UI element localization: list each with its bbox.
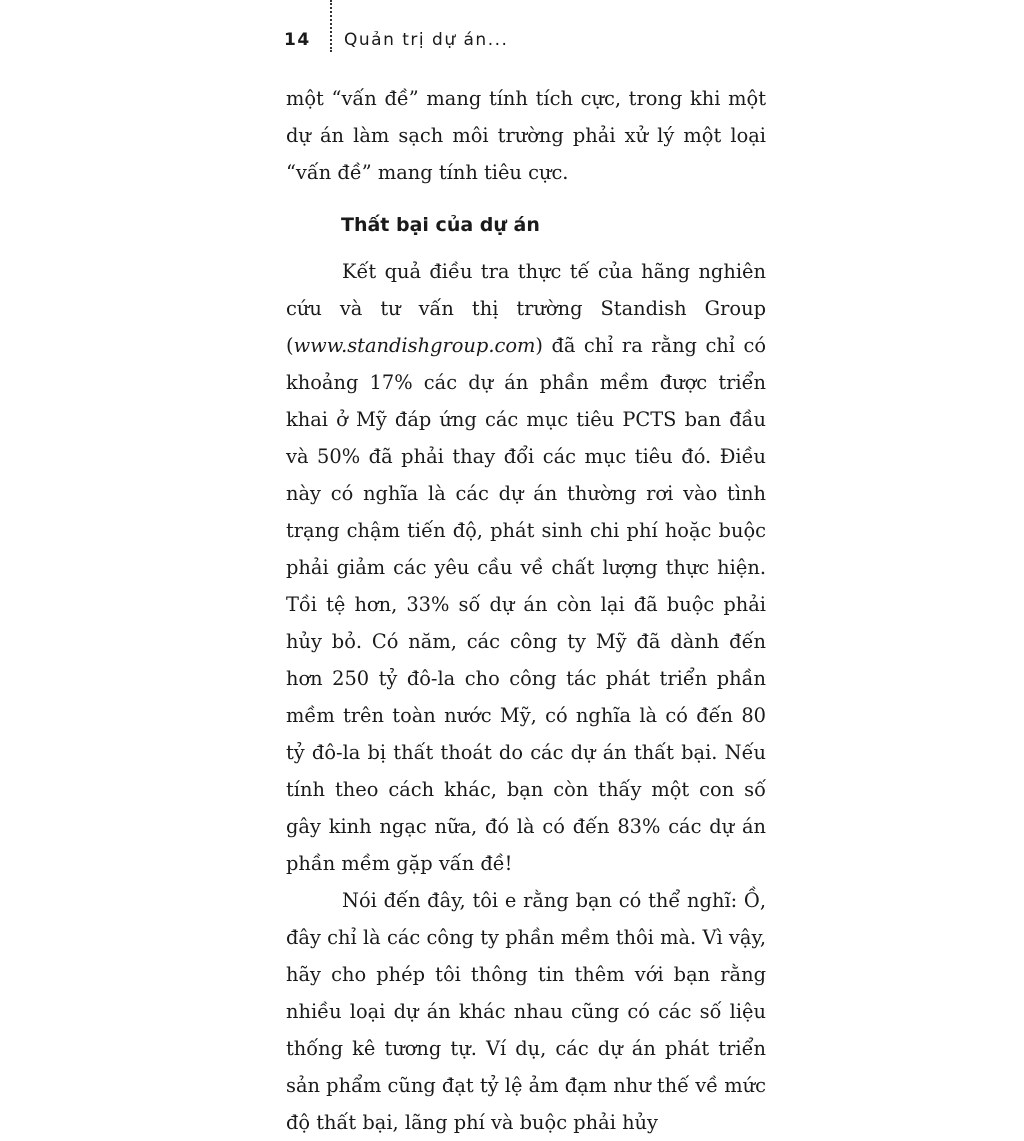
continuation-paragraph: một “vấn đề” mang tính tích cực, trong khi một dự án làm sạch môi trường phải xử lý một loại “vấn đề” mang tính tiêu cực. <box>286 87 766 184</box>
standish-url: www.standishgroup.com <box>293 334 536 357</box>
body-text <box>286 80 766 1141</box>
paragraph-standish-lead: Kết quả điều tra thực tế của hãng nghiên cứu và tư vấn thị trường Standish Group ( <box>286 260 766 357</box>
paragraph-standish-rest: ) đã chỉ ra rằng chỉ có khoảng 17% các dự án phần mềm được triển khai ở Mỹ đáp ứng các mục tiêu PCTS ban đầu và 50% đã phải thay đổi các mục tiêu đó. Điều này có nghĩa là các dự án thường rơi vào tình trạng chậm tiến độ, phát sinh chi phí hoặc buộc phải giảm các yêu cầu về chất lượng thực hiện. Tồi tệ hơn, 33% số dự án còn lại đã buộc phải hủy bỏ. Có năm, các công ty Mỹ đã dành đến hơn 250 tỷ đô-la cho công tác phát triển phần mềm trên toàn nước Mỹ, có nghĩa là có đến 80 tỷ đô-la bị thất thoát do các dự án thất bại. Nếu tính theo cách khác, bạn còn thấy một con số gây kinh ngạc nữa, đó là có đến 83% các dự án phần mềm gặp vấn đề! <box>286 334 766 875</box>
running-head-title: Quản trị dự án... <box>344 30 509 50</box>
page-number: 14 <box>284 30 311 50</box>
paragraph-other-projects: Nói đến đây, tôi e rằng bạn có thể nghĩ: Ồ, đây chỉ là các công ty phần mềm thôi mà. Vì vậy, hãy cho phép tôi thông tin thêm với bạn rằng nhiều loại dự án khác nhau cũng có các số liệu thống kê tương tự. Ví dụ, các dự án phát triển sản phẩm cũng đạt tỷ lệ ảm đạm như thế về mức độ thất bại, lãng phí và buộc phải hủy <box>286 889 767 1134</box>
section-heading: Thất bại của dự án <box>341 214 540 236</box>
paragraph-standish <box>286 253 766 882</box>
running-head <box>284 30 508 50</box>
